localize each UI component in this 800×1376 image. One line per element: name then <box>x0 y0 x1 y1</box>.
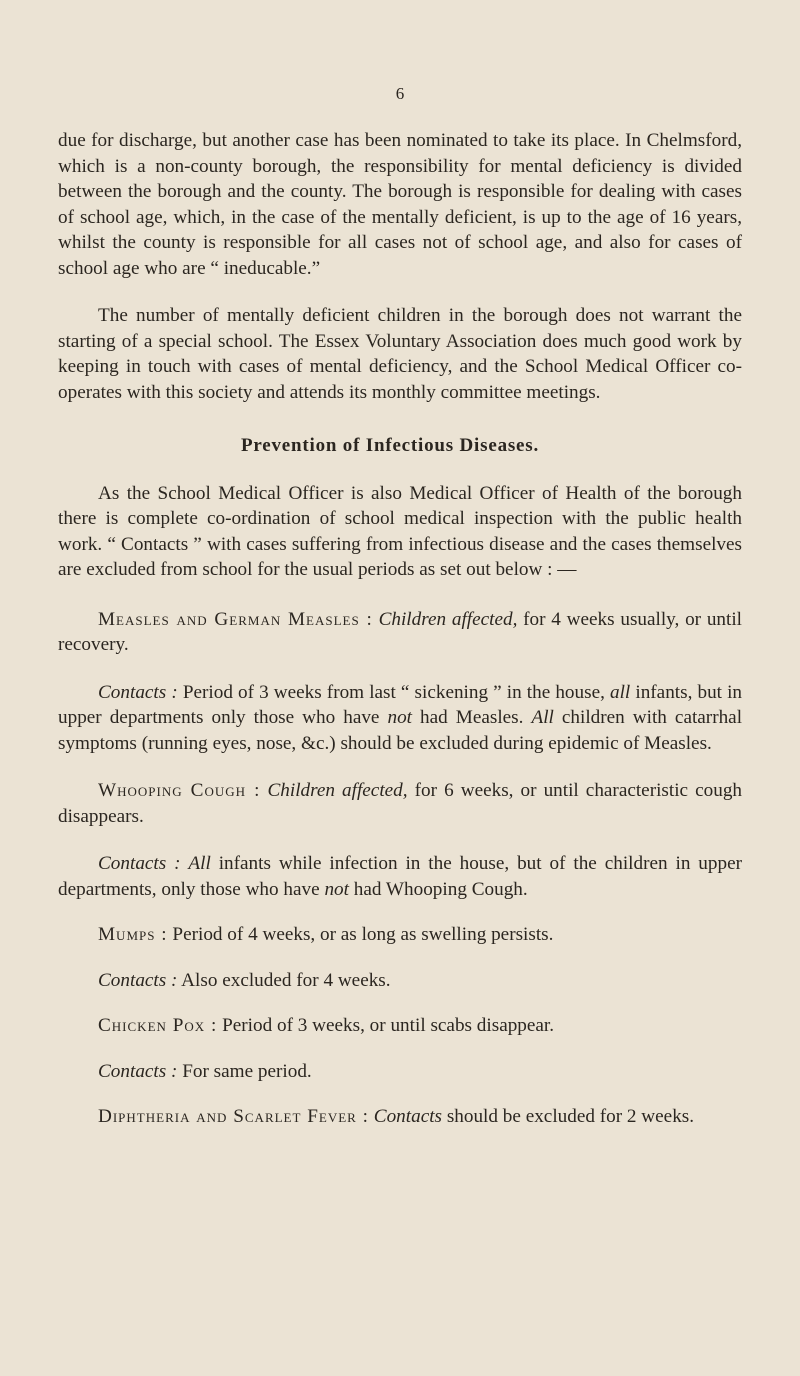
entry-text: children with catarrhal symptoms (running eyes, nose, &c.) should be excluded during epidemic of Measles. <box>58 707 743 754</box>
entry-measles-contacts <box>58 680 742 757</box>
entry-text: infants while infection in the house, but of the children in upper departments, only those who have <box>58 853 742 900</box>
entry-text: should be excluded for 2 weeks. <box>446 1106 695 1127</box>
affected-label: Children affected, <box>378 608 518 630</box>
entry-whooping-cough <box>58 778 742 829</box>
entry-measles <box>58 607 742 658</box>
contacts-label: Contacts <box>373 1106 443 1127</box>
entry-text: Period of 4 weeks, or as long as swelling persists. <box>172 924 554 945</box>
entry-text: Period of 3 weeks, or until scabs disappear. <box>222 1015 555 1036</box>
contacts-label: Contacts : <box>98 681 178 703</box>
entry-chicken-pox <box>58 1013 742 1039</box>
disease-name: Whooping Cough : <box>98 780 261 801</box>
disease-name: Chicken Pox : <box>98 1015 218 1036</box>
paragraph-special-school: The number of mentally deficient children in the borough does not warrant the starting of a special school. The Essex Voluntary Association does much good work by keeping in touch with cases of mental deficiency, and the School Medical Officer co-operates with this society and attends its monthly committee meetings. <box>58 305 742 403</box>
entry-text: infants, but in upper departments only those who have <box>58 681 743 728</box>
paragraph-discharge: due for discharge, but another case has been nominated to take its place. In Chelmsford, which is a non-county borough, the responsibility for mental deficiency is divided between the borough and the county. The borough is responsible for dealing with cases of school age, which, in the case of the mentally deficient, is up to the age of 16 years, whilst the county is responsible for all cases not of school age, and also for cases of school age who are “ ineducable.” <box>58 130 742 279</box>
entry-chicken-pox-contacts <box>58 1059 742 1085</box>
entry-mumps-contacts <box>58 968 742 994</box>
section-heading: Prevention of Infectious Diseases. <box>240 435 540 456</box>
affected-label: Children affected, <box>267 780 408 801</box>
entry-text: had Measles. <box>420 707 524 728</box>
entry-text: had Whooping Cough. <box>353 878 528 900</box>
page-body <box>58 128 742 1130</box>
contacts-label: Contacts : <box>98 853 181 874</box>
entry-text: for 6 weeks, or until characteristic cough disappears. <box>58 780 743 827</box>
disease-name: Measles and German Measles : <box>98 608 373 630</box>
emphasis-all: All <box>531 707 554 728</box>
entry-text: For same period. <box>182 1060 312 1082</box>
entry-mumps <box>58 922 742 948</box>
emphasis-all: All <box>188 853 211 874</box>
emphasis-not: not <box>387 707 413 728</box>
disease-name: Diphtheria and Scarlet Fever : <box>98 1106 369 1127</box>
page-number: 6 <box>395 84 405 103</box>
paragraph-co-ordination: As the School Medical Officer is also Medical Officer of Health of the borough there is complete co-ordination of school medical inspection with the public health work. “ Contacts ” with cases suffering from infectious disease and the cases themselves are excluded from school for the usual periods as set out below : — <box>58 482 742 580</box>
contacts-label: Contacts : <box>98 969 178 991</box>
contacts-label: Contacts : <box>98 1060 178 1082</box>
entry-diphtheria-scarlet-fever <box>58 1104 742 1130</box>
entry-text: Period of 3 weeks from last “ sickening ” in the house, <box>182 681 605 703</box>
entry-text: Also excluded for 4 weeks. <box>181 969 391 991</box>
disease-name: Mumps : <box>98 924 168 945</box>
emphasis-not: not <box>324 878 349 900</box>
entry-whooping-cough-contacts <box>58 851 742 902</box>
emphasis-all: all <box>610 681 631 703</box>
entry-text: for 4 weeks usually, or until recovery. <box>58 608 743 655</box>
